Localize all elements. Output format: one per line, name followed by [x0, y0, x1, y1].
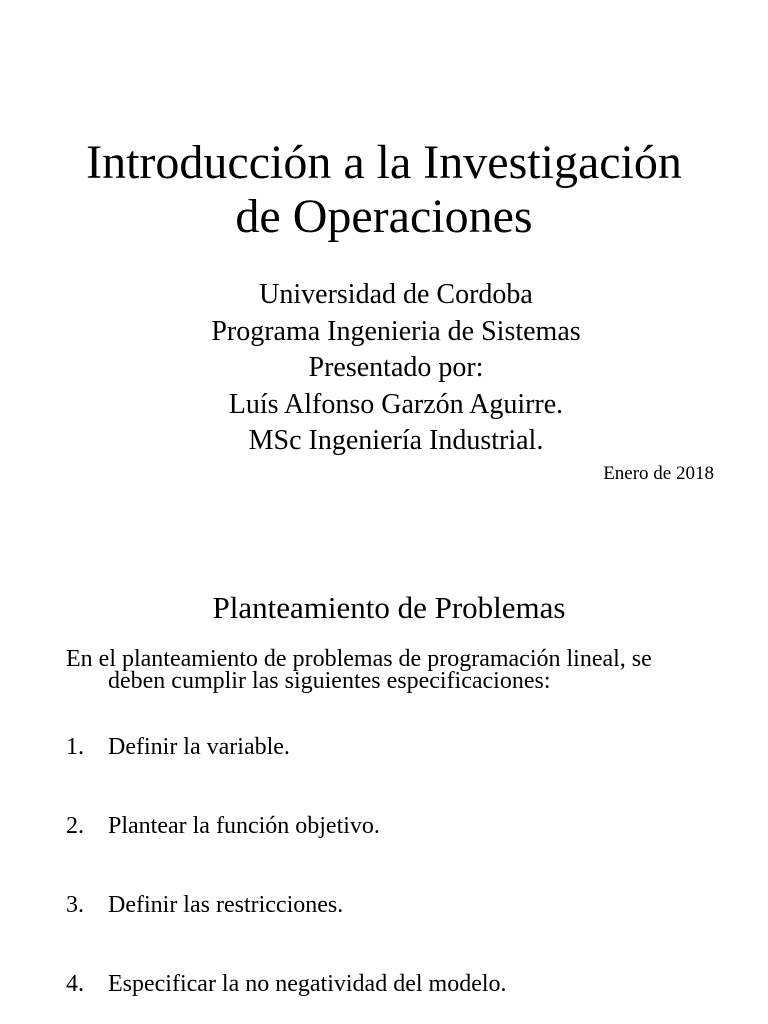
intro-paragraph	[66, 648, 726, 692]
list-item-text: Plantear la función objetivo.	[108, 813, 380, 839]
program-name: Programa Ingenieria de Sistemas	[211, 315, 581, 347]
list-item	[66, 890, 343, 920]
list-item	[66, 811, 380, 841]
university-name: Universidad de Cordoba	[259, 279, 533, 310]
list-item-text: Definir la variable.	[108, 734, 290, 760]
list-item-number: 4.	[66, 971, 84, 997]
list-item-text: Especificar la no negatividad del modelo.	[108, 971, 507, 997]
intro-line-1: En el planteamiento de problemas de programación lineal, se	[66, 646, 652, 672]
author-degree: MSc Ingeniería Industrial.	[248, 425, 544, 456]
intro-line-2: deben cumplir las siguientes especificaciones:	[108, 668, 551, 694]
author-name: Luís Alfonso Garzón Aguirre.	[228, 388, 564, 420]
title-line-2: de Operaciones	[235, 190, 533, 243]
list-item-number: 1.	[66, 734, 84, 760]
presentation-title	[0, 136, 768, 244]
section-title: Planteamiento de Problemas	[212, 590, 566, 625]
list-item-text: Definir las restricciones.	[108, 892, 344, 918]
list-item-number: 3.	[66, 892, 84, 918]
list-item	[66, 969, 507, 999]
presentation-date: Enero de 2018	[603, 463, 714, 484]
title-line-1: Introducción a la Investigación	[86, 136, 682, 189]
presented-by-label: Presentado por:	[308, 352, 484, 383]
content-slide	[0, 512, 768, 1024]
list-item	[66, 732, 290, 762]
list-item-number: 2.	[66, 813, 84, 839]
presenter-info	[0, 277, 768, 460]
